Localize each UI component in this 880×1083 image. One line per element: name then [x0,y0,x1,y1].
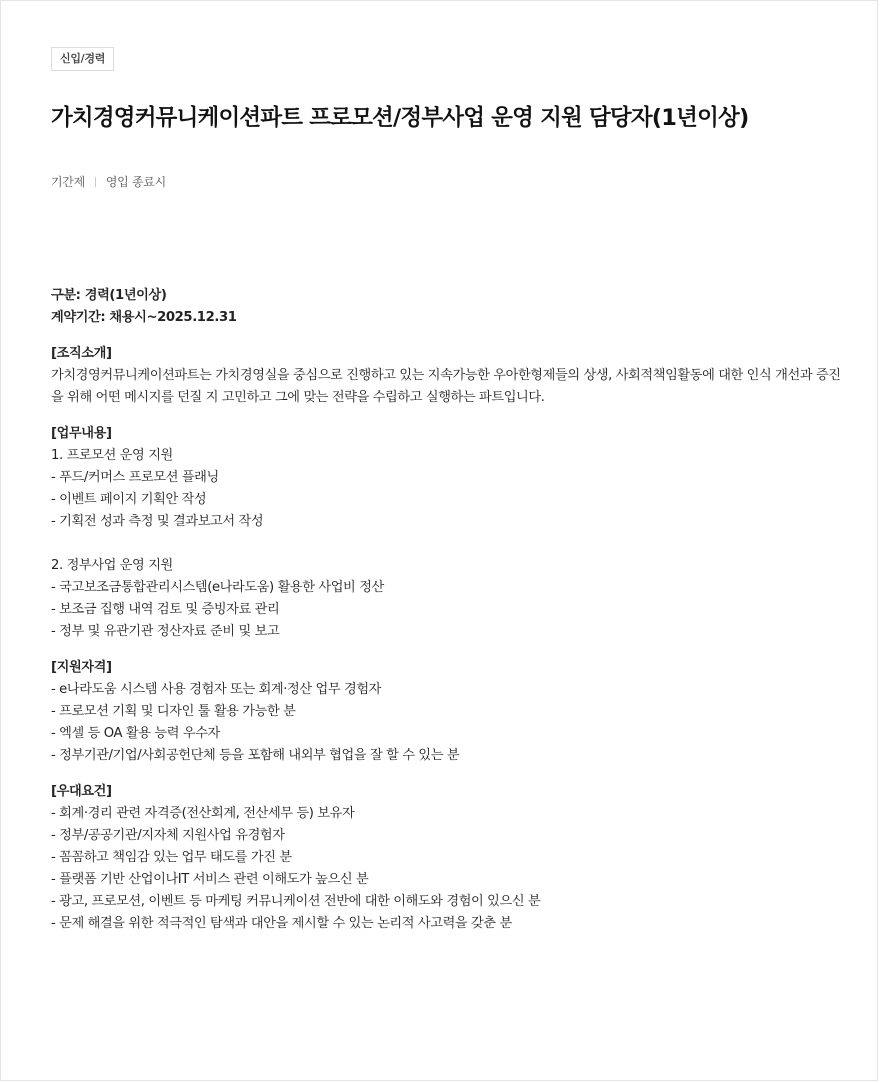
employment-type: 기간제 [51,175,85,189]
qualifications-heading: [지원자격] [51,660,112,675]
preferred-heading: [우대요건] [51,784,112,799]
list-item: - e나라도움 시스템 사용 경험자 또는 회계·정산 업무 경험자 [51,682,381,697]
list-item: - 기획전 성과 측정 및 결과보고서 작성 [51,514,264,529]
list-item: - 푸드/커머스 프로모션 플래닝 [51,470,219,485]
list-item: - 꼼꼼하고 책임감 있는 업무 태도를 가진 분 [51,850,292,865]
preferred-section [51,781,841,935]
list-item: - 정부기관/기업/사회공헌단체 등을 포함해 내외부 협업을 잘 할 수 있는 분 [51,748,460,763]
duties-group-title: 1. 프로모션 운영 지원 [51,448,173,463]
list-item: - 프로모션 기획 및 디자인 툴 활용 가능한 분 [51,704,296,719]
career-type-badge: 신입/경력 [51,47,114,71]
application-deadline: 영입 종료시 [105,175,166,189]
list-item: - 이벤트 페이지 기획안 작성 [51,492,207,507]
list-item: - 회계·경리 관련 자격증(전산회계, 전산세무 등) 보유자 [51,806,355,821]
duties-section [51,423,841,643]
list-item: - 보조금 집행 내역 검토 및 증빙자료 관리 [51,602,280,617]
job-title: 가치경영커뮤니케이션파트 프로모션/정부사업 운영 지원 담당자(1년이상) [51,105,749,131]
duties-group-title: 2. 정부사업 운영 지원 [51,558,173,573]
job-meta [51,174,877,190]
qualifications-section [51,657,841,767]
duties-spacer [51,533,841,555]
list-item: - 광고, 프로모션, 이벤트 등 마케팅 커뮤니케이션 전반에 대한 이해도와 경험이 있으신 분 [51,894,541,909]
summary-section [51,285,841,329]
job-posting-content [1,1,877,935]
list-item: - 엑셀 등 OA 활용 능력 우수자 [51,726,220,741]
duties-heading: [업무내용] [51,426,112,441]
list-item: - 국고보조금통합관리시스템(e나라도움) 활용한 사업비 정산 [51,580,384,595]
list-item: - 플랫폼 기반 산업이나IT 서비스 관련 이해도가 높으신 분 [51,872,369,887]
org-section [51,343,841,409]
contract-line: 계약기간: 채용시~2025.12.31 [51,310,237,325]
category-line: 구분: 경력(1년이상) [51,288,167,303]
list-item: - 문제 해결을 위한 적극적인 탐색과 대안을 제시할 수 있는 논리적 사고력을 갖춘 분 [51,916,512,931]
meta-divider [95,177,96,187]
list-item: - 정부 및 유관기관 정산자료 준비 및 보고 [51,624,280,639]
org-body: 가치경영커뮤니케이션파트는 가치경영실을 중심으로 진행하고 있는 지속가능한 우아한형제들의 상생, 사회적책임활동에 대한 인식 개선과 증진을 위해 어떤 메시지를 던질 지 고민하고 그에 맞는 전략을 수립하고 실행하는 파트입니다. [51,368,841,405]
list-item: - 정부/공공기관/지자체 지원사업 유경험자 [51,828,285,843]
job-description [51,285,841,935]
org-heading: [조직소개] [51,346,112,361]
